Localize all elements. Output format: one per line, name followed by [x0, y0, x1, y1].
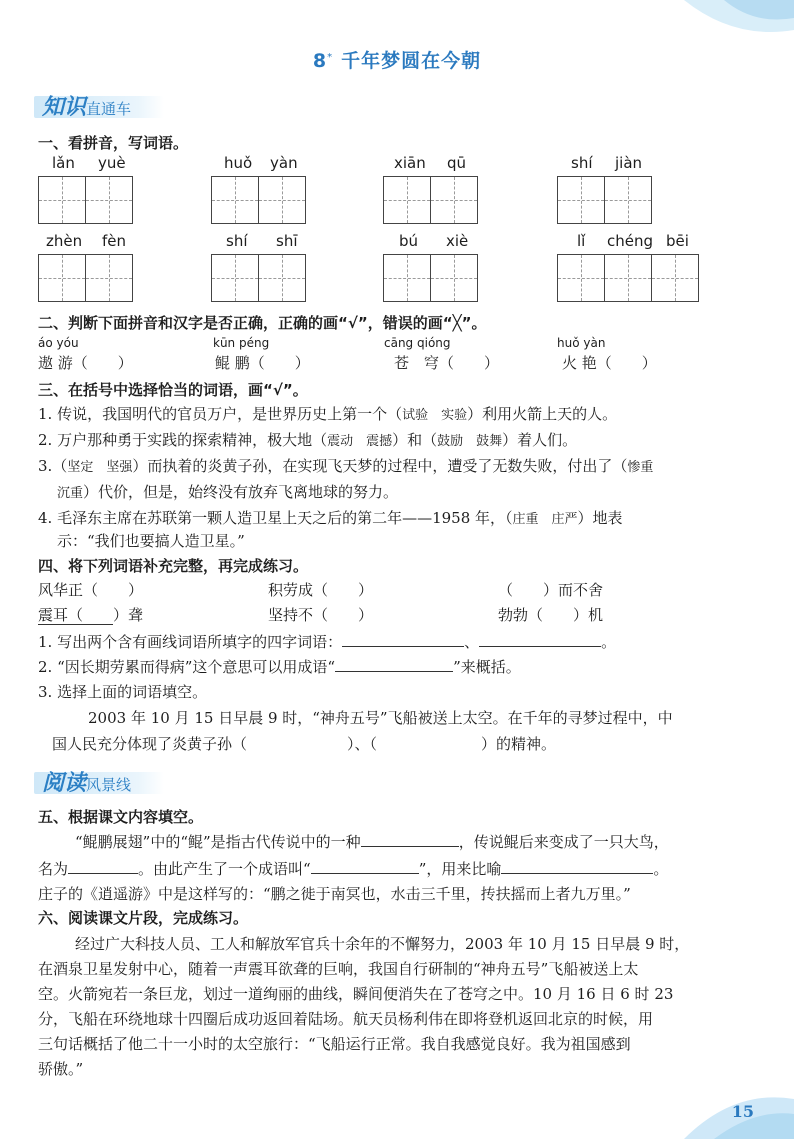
pinyin: lǎn: [52, 154, 75, 172]
pinyin: lǐ: [577, 232, 586, 250]
idiom-fill[interactable]: 勃勃（ ）机: [498, 606, 604, 624]
writing-grid[interactable]: [383, 254, 477, 302]
q5-heading: 五、根据课文内容填空。: [38, 808, 204, 826]
option-choice[interactable]: 坚定 坚强: [67, 460, 133, 475]
option-choice[interactable]: 沉重: [57, 486, 84, 501]
pinyin: áo yóu: [38, 336, 79, 350]
pinyin: xiè: [446, 232, 469, 250]
pinyin: chéng: [607, 232, 654, 250]
writing-grid[interactable]: [211, 176, 305, 224]
passage-line: 三句话概括了他二十一小时的太空旅行：“飞船运行正常。我自我感觉良好。我为祖国感到: [38, 1035, 631, 1053]
q6-heading: 六、阅读课文片段，完成练习。: [38, 909, 249, 927]
q1-heading: 一、看拼音，写词语。: [38, 134, 189, 152]
q5-line: 名为 。由此产生了一个成语叫“ ”，用来比喻 。: [38, 860, 669, 878]
q3-line: 沉重）代价，但是，始终没有放弃飞离地球的努力。: [57, 483, 399, 501]
pinyin: kūn péng: [213, 336, 270, 350]
q3-line: 1. 传说，我国明代的官员万户，是世界历史上第一个（试验 实验）利用火箭上天的人。: [38, 405, 618, 423]
answer-blank[interactable]: [335, 657, 453, 672]
pinyin: xiān: [394, 154, 426, 172]
writing-grid[interactable]: [38, 176, 132, 224]
pinyin: fèn: [102, 232, 127, 250]
pinyin: huǒ yàn: [557, 336, 606, 350]
judge-item[interactable]: 鲲 鹏（ ）: [215, 354, 310, 372]
passage-line: 空。火箭宛若一条巨龙，划过一道绚丽的曲线，瞬间便消失在了苍穹之中。10 月 16 日 6 时 23: [38, 985, 674, 1003]
idiom-fill[interactable]: 坚持不（ ）: [268, 606, 374, 624]
answer-blank[interactable]: [311, 859, 419, 874]
pinyin: shī: [276, 232, 298, 250]
banner-sub: 风景线: [86, 776, 132, 794]
banner-main: 知识: [42, 94, 87, 120]
pinyin: qū: [447, 154, 467, 172]
corner-decoration: [644, 0, 794, 40]
pinyin: huǒ: [224, 154, 253, 172]
option-choice[interactable]: 惨重: [627, 460, 654, 475]
banner-sub: 直通车: [86, 100, 132, 118]
pinyin: bēi: [666, 232, 689, 250]
option-choice[interactable]: 庄重 庄严: [512, 512, 578, 527]
section-banner-knowledge: [34, 90, 164, 118]
answer-blank[interactable]: [479, 632, 601, 647]
pinyin: yuè: [98, 154, 126, 172]
writing-grid[interactable]: [557, 176, 651, 224]
q2-heading: 二、判断下面拼音和汉字是否正确，正确的画“√”，错误的画“╳”。: [38, 314, 487, 332]
q3-line: 3.（坚定 坚强）而执着的炎黄子孙，在实现飞天梦的过程中，遭受了无数失败，付出了（惨重: [38, 457, 654, 475]
q3-line: 4. 毛泽东主席在苏联第一颗人造卫星上天之后的第二年——1958 年，（庄重 庄严）地表: [38, 509, 623, 527]
judge-item[interactable]: 火 艳（ ）: [562, 354, 657, 372]
answer-blank[interactable]: [342, 632, 464, 647]
q4-sub1: 1. 写出两个含有画线词语所填字的四字词语： 、 。: [38, 633, 617, 651]
judge-item[interactable]: 遨 游（ ）: [38, 354, 133, 372]
lesson-number: 8: [312, 50, 328, 72]
passage-line: 经过广大科技人员、工人和解放军官兵十余年的不懈努力，2003 年 10 月 15 日早晨 9 时，: [75, 935, 690, 953]
q5-line: “鲲鹏展翅”中的“鲲”是指古代传说中的一种 ，传说鲲后来变成了一只大鸟，: [75, 833, 669, 851]
writing-grid[interactable]: [38, 254, 132, 302]
banner-main: 阅读: [42, 770, 87, 796]
q4-heading: 四、将下列词语补充完整，再完成练习。: [38, 557, 309, 575]
q3-line: 示：“我们也要搞人造卫星。”: [57, 532, 245, 550]
lesson-title: [0, 46, 794, 73]
q5-line: 庄子的《逍遥游》中是这样写的：“鹏之徙于南冥也，水击三千里，抟扶摇而上者九万里。”: [38, 885, 631, 903]
pinyin: zhèn: [46, 232, 83, 250]
answer-blank[interactable]: [501, 859, 653, 874]
idiom-fill[interactable]: 风华正（ ）: [38, 581, 144, 599]
pinyin: jiàn: [615, 154, 643, 172]
idiom-fill[interactable]: （ ）而不舍: [498, 581, 604, 599]
option-choice[interactable]: 震动 震撼: [327, 434, 393, 449]
writing-grid[interactable]: [383, 176, 477, 224]
q3-line: 2. 万户那种勇于实践的探索精神，极大地（震动 震撼）和（鼓励 鼓舞）着人们。: [38, 431, 578, 449]
answer-blank[interactable]: [68, 859, 138, 874]
pinyin: shí: [571, 154, 593, 172]
q4-passage: 国人民充分体现了炎黄子孙（ ）、（ ）的精神。: [52, 735, 557, 753]
q4-passage: 2003 年 10 月 15 日早晨 9 时，“神舟五号”飞船被送上太空。在千年的寻梦过程中，中: [88, 709, 673, 727]
q4-sub2: 2. “因长期劳累而得病”这个意思可以用成语“ ”来概括。: [38, 658, 521, 676]
passage-line: 骄傲。”: [38, 1060, 84, 1078]
lesson-mark: *: [327, 51, 334, 63]
writing-grid[interactable]: [211, 254, 305, 302]
pinyin: bú: [399, 232, 419, 250]
pinyin: shí: [226, 232, 248, 250]
option-choice[interactable]: 试验 实验: [402, 408, 468, 423]
q4-sub3: 3. 选择上面的词语填空。: [38, 683, 208, 701]
page-number: 15: [731, 1102, 754, 1121]
option-choice[interactable]: 鼓励 鼓舞: [437, 434, 503, 449]
passage-line: 分，飞船在环绕地球十四圈后成功返回着陆场。航天员杨利伟在即将登机返回北京的时候，用: [38, 1010, 654, 1028]
lesson-title-text: 千年梦圆在今朝: [341, 50, 482, 72]
passage-line: 在酒泉卫星发射中心，随着一声震耳欲聋的巨响，我国自行研制的“神舟五号”飞船被送上太: [38, 960, 639, 978]
judge-item[interactable]: 苍 穹（ ）: [394, 354, 500, 372]
idiom-fill[interactable]: 积劳成（ ）: [268, 581, 374, 599]
idiom-fill[interactable]: 震耳（ ）聋: [38, 606, 144, 624]
writing-grid[interactable]: [557, 254, 698, 302]
pinyin: cāng qióng: [384, 336, 451, 350]
q3-heading: 三、在括号中选择恰当的词语，画“√”。: [38, 381, 308, 399]
section-banner-reading: [34, 766, 164, 794]
answer-blank[interactable]: [361, 832, 459, 847]
pinyin: yàn: [270, 154, 298, 172]
